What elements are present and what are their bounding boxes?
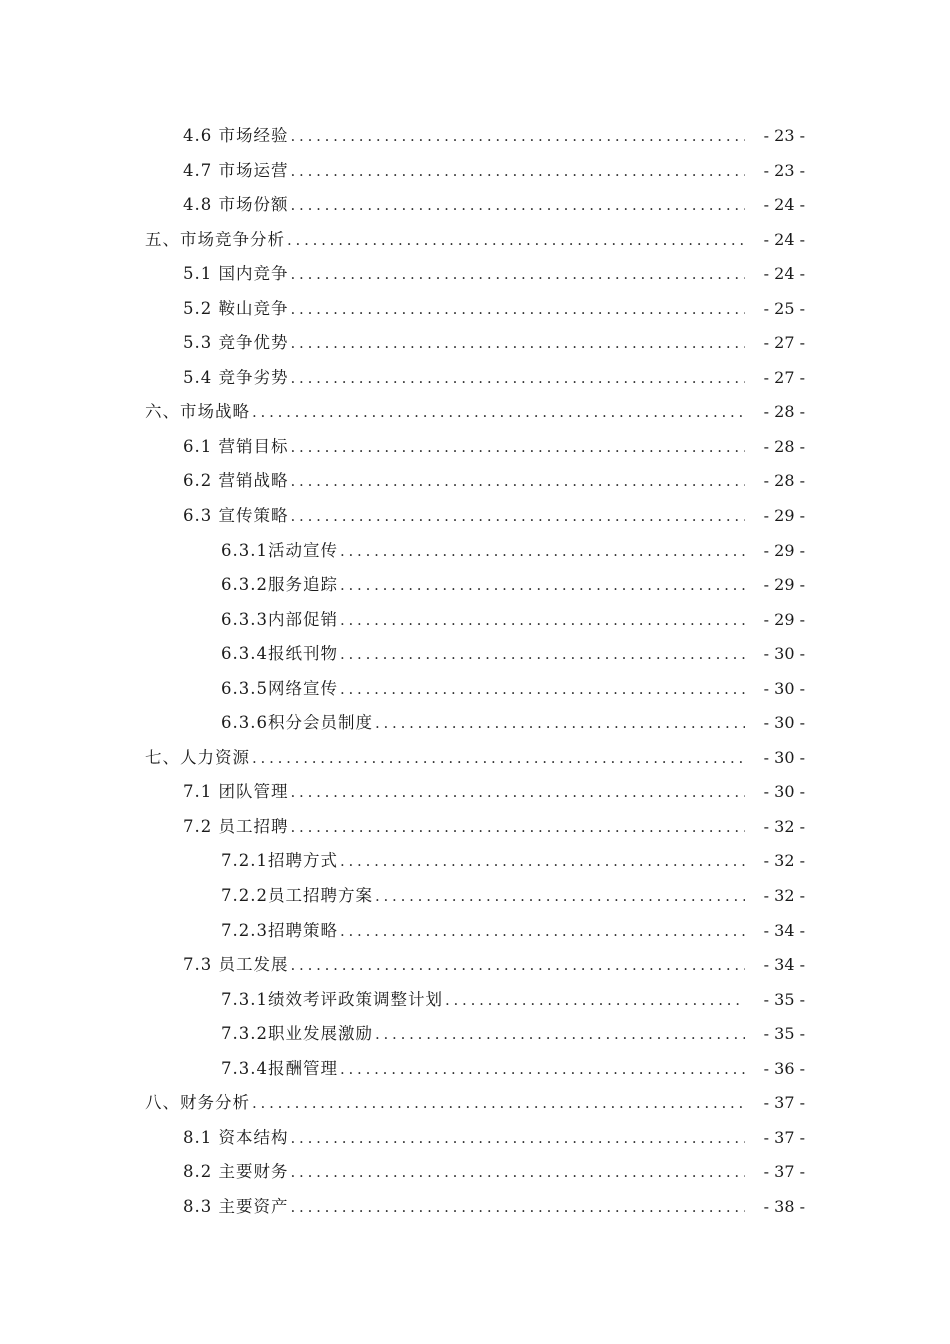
toc-entry[interactable] — [0, 948, 950, 983]
toc-entry-title: 7.3 员工发展 — [183, 955, 289, 975]
toc-entry-page-number: - 30 - — [763, 782, 805, 802]
toc-entry[interactable] — [0, 292, 950, 327]
toc-entry-page-number: - 25 - — [763, 298, 805, 318]
toc-entry-title: 8.3 主要资产 — [183, 1196, 289, 1216]
toc-entry-title: 6.3.6积分会员制度 — [221, 713, 373, 733]
toc-entry[interactable] — [0, 154, 950, 189]
toc-entry[interactable] — [0, 879, 950, 914]
dot-leader — [340, 844, 745, 879]
toc-entry-title: 5.2 鞍山竞争 — [183, 298, 289, 318]
dot-leader — [375, 706, 745, 741]
toc-entry-page-number: - 37 - — [763, 1127, 805, 1147]
toc-entry[interactable] — [0, 1086, 950, 1121]
toc-entry[interactable] — [0, 499, 950, 534]
toc-entry-page-number: - 32 - — [763, 851, 805, 871]
toc-entry-page-number: - 34 - — [763, 920, 805, 940]
toc-entry[interactable] — [0, 844, 950, 879]
toc-entry-page-number: - 30 - — [763, 644, 805, 664]
toc-entry-title: 4.7 市场运营 — [183, 160, 289, 180]
dot-leader — [340, 1052, 745, 1087]
toc-entry-page-number: - 27 - — [763, 367, 805, 387]
toc-entry-page-number: - 30 - — [763, 713, 805, 733]
toc-entry-title: 7.3.2职业发展激励 — [221, 1024, 373, 1044]
dot-leader — [291, 948, 746, 983]
toc-entry-page-number: - 23 - — [763, 160, 805, 180]
toc-entry[interactable] — [0, 430, 950, 465]
toc-entry[interactable] — [0, 706, 950, 741]
toc-entry-page-number: - 30 - — [763, 678, 805, 698]
dot-leader — [291, 430, 746, 465]
toc-entry[interactable] — [0, 1017, 950, 1052]
toc-entry-title: 5.1 国内竞争 — [183, 264, 289, 284]
toc-entry-title: 6.3.1活动宣传 — [221, 540, 338, 560]
dot-leader — [340, 914, 745, 949]
dot-leader — [375, 1017, 745, 1052]
dot-leader — [291, 1190, 746, 1225]
dot-leader — [340, 637, 745, 672]
toc-entry[interactable] — [0, 1155, 950, 1190]
toc-entry-title: 7.3.4报酬管理 — [221, 1058, 338, 1078]
toc-entry-title: 7.2.1招聘方式 — [221, 851, 338, 871]
toc-entry[interactable] — [0, 637, 950, 672]
toc-entry-page-number: - 28 - — [763, 471, 805, 491]
dot-leader — [291, 119, 746, 154]
toc-entry-title: 7.3.1绩效考评政策调整计划 — [221, 989, 443, 1009]
toc-entry[interactable] — [0, 119, 950, 154]
toc-entry-title: 七、人力资源 — [145, 747, 250, 767]
toc-entry[interactable] — [0, 395, 950, 430]
toc-entry-title: 5.3 竞争优势 — [183, 333, 289, 353]
toc-entry-page-number: - 23 - — [763, 126, 805, 145]
dot-leader — [291, 188, 746, 223]
dot-leader — [291, 1121, 746, 1156]
dot-leader — [252, 395, 745, 430]
toc-entry-page-number: - 37 - — [763, 1162, 805, 1182]
toc-entry-page-number: - 27 - — [763, 333, 805, 353]
dot-leader — [340, 534, 745, 569]
dot-leader — [252, 741, 745, 776]
toc-entry-title: 7.2.3招聘策略 — [221, 920, 338, 940]
dot-leader — [291, 810, 746, 845]
toc-entry-title: 7.1 团队管理 — [183, 782, 289, 802]
toc-entry-title: 8.2 主要财务 — [183, 1162, 289, 1182]
dot-leader — [291, 257, 746, 292]
toc-entry-page-number: - 37 - — [763, 1093, 805, 1113]
toc-entry-title: 6.3.2服务追踪 — [221, 575, 338, 595]
toc-entry-page-number: - 32 - — [763, 816, 805, 836]
toc-entry-title: 6.3.5网络宣传 — [221, 678, 338, 698]
toc-entry-page-number: - 28 - — [763, 436, 805, 456]
dot-leader — [291, 464, 746, 499]
toc-entry-page-number: - 32 - — [763, 886, 805, 906]
dot-leader — [291, 361, 746, 396]
toc-entry-title: 6.3.4报纸刊物 — [221, 644, 338, 664]
toc-entry[interactable] — [0, 223, 950, 258]
toc-entry[interactable] — [0, 1121, 950, 1156]
toc-entry-title: 8.1 资本结构 — [183, 1127, 289, 1147]
toc-entry-page-number: - 34 - — [763, 955, 805, 975]
dot-leader — [340, 568, 745, 603]
toc-entry[interactable] — [0, 361, 950, 396]
toc-entry[interactable] — [0, 188, 950, 223]
toc-entry-page-number: - 24 - — [763, 264, 805, 284]
toc-entry-title: 六、市场战略 — [145, 402, 250, 422]
toc-entry-title: 4.8 市场份额 — [183, 195, 289, 215]
toc-entry-title: 4.6 市场经验 — [183, 126, 289, 145]
dot-leader — [340, 603, 745, 638]
dot-leader — [445, 983, 745, 1018]
toc-entry[interactable] — [0, 1052, 950, 1087]
toc-entry[interactable] — [0, 464, 950, 499]
dot-leader — [287, 223, 745, 258]
dot-leader — [291, 775, 746, 810]
toc-entry-page-number: - 30 - — [763, 747, 805, 767]
toc-entry-title: 5.4 竞争劣势 — [183, 367, 289, 387]
toc-entry[interactable] — [0, 810, 950, 845]
toc-entry[interactable] — [0, 603, 950, 638]
table-of-contents — [0, 119, 950, 1225]
dot-leader — [252, 1086, 745, 1121]
toc-entry-page-number: - 35 - — [763, 989, 805, 1009]
toc-entry[interactable] — [0, 741, 950, 776]
toc-entry-title: 6.2 营销战略 — [183, 471, 289, 491]
dot-leader — [291, 326, 746, 361]
toc-entry[interactable] — [0, 983, 950, 1018]
toc-entry-title: 6.1 营销目标 — [183, 436, 289, 456]
toc-entry[interactable] — [0, 257, 950, 292]
toc-entry-title: 7.2 员工招聘 — [183, 816, 289, 836]
dot-leader — [291, 292, 746, 327]
toc-entry-page-number: - 24 - — [763, 195, 805, 215]
toc-entry[interactable] — [0, 534, 950, 569]
dot-leader — [340, 672, 745, 707]
toc-entry-page-number: - 35 - — [763, 1024, 805, 1044]
toc-entry-page-number: - 29 - — [763, 575, 805, 595]
toc-entry-title: 五、市场竞争分析 — [145, 229, 285, 249]
toc-entry[interactable] — [0, 568, 950, 603]
toc-entry[interactable] — [0, 914, 950, 949]
toc-entry-page-number: - 29 - — [763, 609, 805, 629]
toc-entry-page-number: - 28 - — [763, 402, 805, 422]
toc-entry-page-number: - 24 - — [763, 229, 805, 249]
dot-leader — [291, 154, 746, 189]
dot-leader — [291, 499, 746, 534]
toc-entry[interactable] — [0, 1190, 950, 1225]
toc-entry-page-number: - 29 - — [763, 506, 805, 526]
toc-entry[interactable] — [0, 326, 950, 361]
toc-entry-title: 6.3 宣传策略 — [183, 506, 289, 526]
toc-entry-title: 6.3.3内部促销 — [221, 609, 338, 629]
toc-entry[interactable] — [0, 672, 950, 707]
toc-entry-page-number: - 38 - — [763, 1196, 805, 1216]
toc-entry-page-number: - 36 - — [763, 1058, 805, 1078]
toc-entry-title: 7.2.2员工招聘方案 — [221, 886, 373, 906]
toc-entry-title: 八、财务分析 — [145, 1093, 250, 1113]
toc-entry-page-number: - 29 - — [763, 540, 805, 560]
dot-leader — [291, 1155, 746, 1190]
toc-entry[interactable] — [0, 775, 950, 810]
dot-leader — [375, 879, 745, 914]
